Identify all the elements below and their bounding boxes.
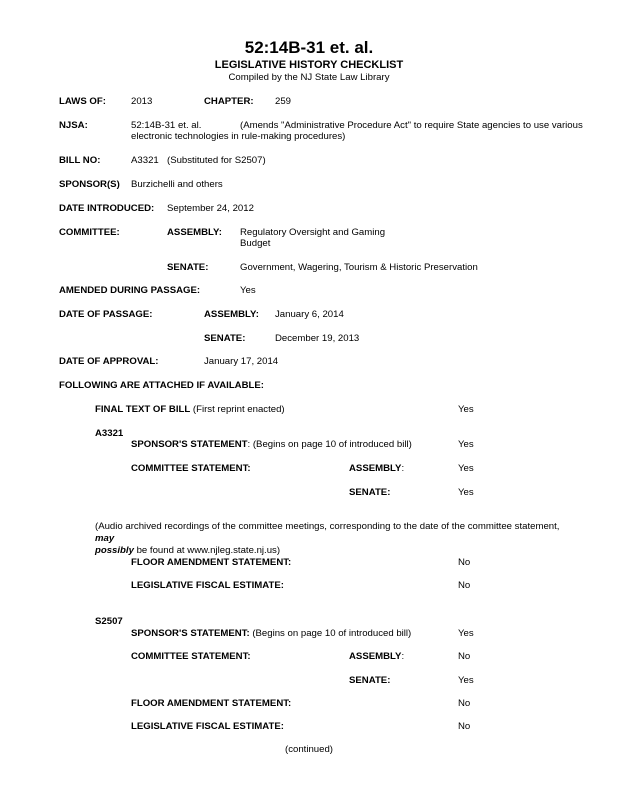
a3321-sponsor-label: SPONSOR'S STATEMENT — [131, 439, 248, 450]
bill-no-note: (Substituted for S2507) — [167, 155, 266, 166]
a3321-senate-label: SENATE: — [349, 487, 391, 498]
s2507-sponsor-label: SPONSOR'S STATEMENT: — [131, 628, 250, 639]
s2507-senate-value: Yes — [458, 675, 474, 686]
s2507-senate-label: SENATE: — [349, 675, 391, 686]
chapter-value: 259 — [275, 96, 292, 107]
a3321-floor-label: FLOOR AMENDMENT STATEMENT: — [131, 557, 292, 568]
attached-heading: FOLLOWING ARE ATTACHED IF AVAILABLE: — [59, 380, 264, 391]
a3321-fiscal-label: LEGISLATIVE FISCAL ESTIMATE: — [131, 580, 284, 591]
date-of-approval-value: January 17, 2014 — [204, 356, 279, 367]
a3321-sponsor-note: : (Begins on page 10 of introduced bill) — [247, 439, 412, 450]
s2507-assembly-label: ASSEMBLY — [349, 651, 402, 662]
committee-senate-label: SENATE: — [167, 262, 209, 273]
amended-label: AMENDED DURING PASSAGE: — [59, 285, 201, 296]
s2507-sponsor-value: Yes — [458, 628, 474, 639]
page-title: 52:14B-31 et. al. — [244, 38, 374, 57]
a3321-assembly-label: ASSEMBLY — [349, 463, 402, 474]
date-introduced-value: September 24, 2012 — [167, 203, 254, 214]
chapter-label: CHAPTER: — [204, 96, 254, 107]
final-text-note: (First reprint enacted) — [192, 404, 285, 415]
a3321-fiscal-value: No — [458, 580, 471, 591]
committee-label: COMMITTEE: — [59, 227, 120, 238]
committee-assembly-label: ASSEMBLY: — [167, 227, 222, 238]
page-subtitle: LEGISLATIVE HISTORY CHECKLIST — [214, 59, 404, 71]
audio-note — [95, 521, 565, 557]
s2507-assembly-row — [349, 651, 404, 663]
a3321-committee-label: COMMITTEE STATEMENT: — [131, 463, 251, 474]
a3321-assembly-colon: : — [401, 463, 405, 474]
njsa-label: NJSA: — [59, 120, 88, 131]
amended-value: Yes — [240, 285, 256, 296]
sponsor-label: SPONSOR(S) — [59, 179, 120, 190]
bill-no-label: BILL NO: — [59, 155, 101, 166]
passage-senate-value: December 19, 2013 — [275, 333, 360, 344]
s2507-floor-label: FLOOR AMENDMENT STATEMENT: — [131, 698, 292, 709]
sponsor-value: Burzichelli and others — [131, 179, 223, 190]
passage-assembly-label: ASSEMBLY: — [204, 309, 259, 320]
audio-note-pre: (Audio archived recordings of the committee meetings, corresponding to the date of the committee statement, — [95, 521, 560, 532]
laws-year: 2013 — [131, 96, 153, 107]
s2507-bill-heading: S2507 — [95, 616, 123, 627]
a3321-floor-value: No — [458, 557, 471, 568]
laws-label: LAWS OF: — [59, 96, 106, 107]
committee-assembly-line1: Regulatory Oversight and Gaming — [240, 227, 386, 238]
a3321-assembly-row — [349, 463, 404, 475]
bill-no-value: A3321 — [131, 155, 159, 166]
final-text-row — [95, 404, 285, 416]
s2507-sponsor-note: (Begins on page 10 of introduced bill) — [249, 628, 412, 639]
passage-senate-label: SENATE: — [204, 333, 246, 344]
s2507-fiscal-label: LEGISLATIVE FISCAL ESTIMATE: — [131, 721, 284, 732]
audio-note-may: may — [95, 533, 115, 544]
s2507-floor-value: No — [458, 698, 471, 709]
a3321-bill-heading: A3321 — [95, 428, 124, 439]
njsa-section: 52:14B-31 et. al. — [131, 120, 202, 131]
date-of-passage-label: DATE OF PASSAGE: — [59, 309, 153, 320]
date-of-approval-label: DATE OF APPROVAL: — [59, 356, 159, 367]
committee-assembly-line2: Budget — [240, 238, 271, 249]
a3321-sponsor-value: Yes — [458, 439, 474, 450]
final-text-value: Yes — [458, 404, 474, 415]
njsa-desc-line1: (Amends "Administrative Procedure Act" to require State agencies to use various — [240, 120, 583, 131]
committee-senate-value: Government, Wagering, Tourism & Historic Preservation — [240, 262, 478, 273]
s2507-assembly-value: No — [458, 651, 471, 662]
s2507-assembly-colon: : — [401, 651, 405, 662]
njsa-desc-line2: electronic technologies in rule-making procedures) — [131, 131, 346, 142]
a3321-sponsor-row — [131, 439, 412, 451]
a3321-assembly-value: Yes — [458, 463, 474, 474]
a3321-senate-value: Yes — [458, 487, 474, 498]
audio-note-possibly: possibly — [95, 545, 134, 556]
final-text-label: FINAL TEXT OF BILL — [95, 404, 191, 415]
passage-assembly-value: January 6, 2014 — [275, 309, 344, 320]
continued-note: (continued) — [285, 744, 333, 755]
s2507-fiscal-value: No — [458, 721, 471, 732]
s2507-committee-label: COMMITTEE STATEMENT: — [131, 651, 251, 662]
compiled-by: Compiled by the NJ State Law Library — [228, 72, 390, 83]
s2507-sponsor-row — [131, 628, 411, 640]
audio-note-post: be found at www.njleg.state.nj.us) — [133, 545, 281, 556]
date-introduced-label: DATE INTRODUCED: — [59, 203, 155, 214]
